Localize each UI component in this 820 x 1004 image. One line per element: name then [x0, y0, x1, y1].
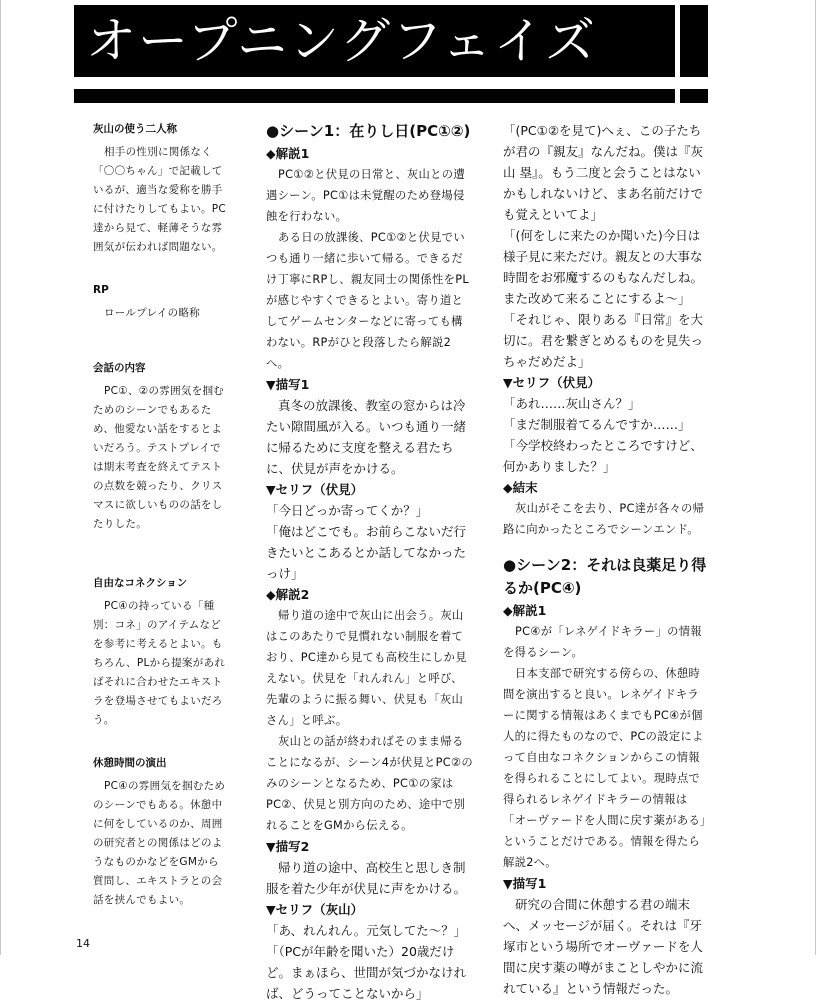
byosha-heading: ▼描写1 [266, 377, 310, 392]
note-kaiwa [93, 359, 228, 534]
kaisetsu-text: 帰り道の途中で灰山に出会う。灰山はこのあたりで見慣れない制服を着ており、PC達から見ても高校生にしか見えない。伏見を「れんれん」と呼び、先輩のように振る舞い、伏見も「灰山さん」と呼ぶ。 [266, 609, 467, 727]
note-heading: 自由なコネクション [93, 577, 188, 589]
serif-heading: ▼セリフ（伏見） [503, 375, 601, 390]
dialogue-line: 「(何をしに来たのか聞いた)今日は様子見に来ただけ。親友との大事な時間をお邪魔するのもなんだしね。また改めて来ることにするよ〜」 [503, 228, 704, 306]
dialogue-line: 「今学校終わったところですけど、何かありました？」 [503, 438, 703, 474]
note-text: PC④の雰囲気を掴むためのシーンでもある。休憩中に何をしているのか、周囲の研究者との関係はどのようなものかなどをGMから質問し、エキストラとの会話を挟んでもよい。 [93, 780, 226, 906]
main-column-right [503, 120, 710, 999]
kaisetsu-text: 日本支部で研究する傍らの、休憩時間を演出すると良い。レネゲイドキラーに関する情報はあくまでもPC④が個人的に得たものなので、PCの設定によって自由なコネクションからこの情報を得られることにしてよい。現時点で得られるレネゲイドキラーの情報は「オーヴァードを人間に戻す薬がある」ということだけである。情報を得たら解説2へ。 [503, 667, 706, 869]
note-heading: 休憩時間の演出 [93, 757, 167, 769]
byosha-heading: ▼描写2 [266, 839, 310, 854]
note-text: PC④の持っている「種別：コネ」のアイテムなどを参考に考えるとよい。もちろん、PLから提案があればそれに合わせたエキストラを登場させてもよいだろう。 [93, 600, 226, 726]
note-rp [93, 281, 228, 323]
sidebar-notes [93, 120, 228, 910]
page-edge-left [0, 0, 1, 955]
dialogue-line: 「あれ……灰山さん？」 [503, 396, 641, 411]
kaisetsu-text: PC④が「レネゲイドキラー」の情報を得るシーン。 [503, 625, 702, 659]
kaisetsu-heading: ◆解説1 [266, 146, 310, 161]
ketsumatsu-text: 灰山がそこを去り、PC達が各々の帰路に向かったところでシーンエンド。 [503, 502, 705, 536]
kaisetsu-text: 灰山との話が終わればそのまま帰ることになるが、シーン4が伏見とPC②のみのシーンとなるため、PC①の家はPC②、伏見と別方向のため、途中で別れることをGMから伝える。 [266, 735, 473, 832]
dialogue-line: 「(PC①②を見て)へぇ、この子たちが君の『親友』なんだね。僕は『灰山 塁』。もう二度と会うことはないかもしれないけど、まあ名前だけでも覚えといてよ」 [503, 123, 704, 222]
chapter-banner [74, 5, 708, 103]
dialogue-line: 「俺はどこでも。お前らこないだ行きたいとこあるとか話してなかったっけ」 [266, 524, 467, 581]
serif-heading: ▼セリフ（伏見） [266, 482, 364, 497]
banner-strip-right [680, 89, 708, 103]
note-heading: 灰山の使う二人称 [93, 123, 177, 135]
note-heading: 会話の内容 [93, 362, 146, 374]
byosha-heading: ▼描写1 [503, 876, 547, 891]
dialogue-line: 「まだ制服着てるんですか……」 [503, 417, 691, 432]
page-number: 14 [76, 937, 90, 950]
kaisetsu-heading: ◆解説1 [503, 603, 547, 618]
scene-title: ●シーン2：それは良薬足り得るか(PC④) [503, 556, 707, 597]
note-text: PC①、②の雰囲気を掴むためのシーンでもあるため、他愛ない話をするとよいだろう。テストプレイでは期末考査を終えてテストの点数を競ったり、クリスマスに欲しいものの話をしたりした。 [93, 385, 225, 530]
dialogue-line: 「今日どっか寄ってくか？」 [266, 503, 429, 518]
byosha-text: 研究の合間に休憩する君の端末へ、メッセージが届く。それは『牙塚市という場所でオーヴァードを人間に戻す薬の噂がまことしやかに流れている』という情報だった。 [503, 897, 704, 996]
note-heading: RP [93, 284, 109, 296]
byosha-text: 真冬の放課後、教室の窓からは冷たい隙間風が入る。いつも通り一緒に帰るために支度を整える君たちに、伏見が声をかける。 [266, 398, 467, 476]
ketsumatsu-heading: ◆結末 [503, 480, 538, 495]
scene-title: ●シーン1：在りし日(PC①②) [266, 122, 471, 140]
chapter-title: オープニングフェイズ [86, 12, 597, 70]
main-column-middle [266, 120, 473, 1004]
banner-strip [74, 89, 675, 103]
dialogue-line: 「それじゃ、限りある『日常』を大切に。君を繋ぎとめるものを見失っちゃだめだよ」 [503, 312, 704, 369]
note-text: ロールプレイの略称 [104, 307, 201, 319]
byosha-text: 帰り道の途中、高校生と思しき制服を着た少年が伏見に声をかける。 [266, 860, 467, 896]
note-nishoku [93, 120, 228, 257]
dialogue-line: 「（PCが年齢を聞いた）20歳だけど。まぁほら、世間が気づかなければ、どうってことないから」 [266, 944, 467, 1001]
note-connection [93, 574, 228, 730]
note-text: 相手の性別に関係なく「〇〇ちゃん」で記載しているが、適当な愛称を勝手に付けたりしてもよい。PC達から見て、軽薄そうな雰囲気が伝われば問題ない。 [93, 146, 227, 253]
kaisetsu-text: ある日の放課後、PC①②と伏見でいつも通り一緒に歩いて帰る。できるだけ丁寧にRPし、親友同士の関係性をPLが感じやすくできるとよい。寄り道としてゲームセンターなどに寄っても構わない。RPがひと段落したら解説2へ。 [266, 231, 469, 370]
serif-heading: ▼セリフ（灰山） [266, 902, 364, 917]
dialogue-line: 「あ、れんれん。元気してた〜？」 [266, 923, 467, 938]
page-edge-right [815, 0, 816, 955]
banner-block-right [680, 5, 708, 77]
note-kyukei [93, 754, 228, 910]
kaisetsu-text: PC①②と伏見の日常と、灰山との遭遇シーン。PC①は未覚醒のため登場侵蝕を行わない。 [266, 168, 465, 223]
kaisetsu-heading: ◆解説2 [266, 587, 310, 602]
